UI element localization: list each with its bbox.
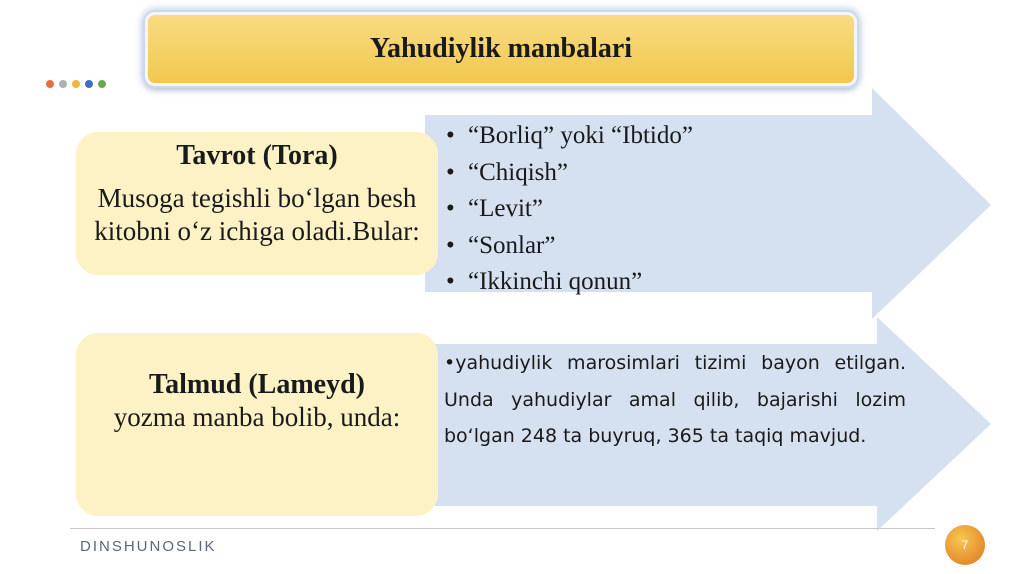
talmud-heading: Talmud (Lameyd): [148, 369, 365, 400]
dot-5: [98, 80, 106, 88]
list-item: • “Ikkinchi qonun”: [446, 268, 643, 295]
tavrot-description: Musoga tegishli bo‘lgan besh kitobni o‘z ichiga oladi.Bular:: [94, 183, 420, 246]
dot-2: [59, 80, 67, 88]
decorative-dots: [46, 80, 106, 88]
list-item: • “Borliq” yoki “Ibtido”: [446, 122, 693, 149]
page-number-badge: 7: [945, 525, 985, 565]
list-item: • “Chiqish”: [446, 158, 568, 186]
tavrot-box: [76, 132, 438, 275]
dot-4: [85, 80, 93, 88]
talmud-box: [76, 333, 438, 516]
talmud-paragraph: •yahudiylik marosimlari tizimi bayon etilgan. Unda yahudiylar amal qilib, bajarishi lozim bo‘lgan 248 ta buyruq, 365 ta taqiq mavjud.: [444, 352, 906, 447]
talmud-description: yozma manba bolib, unda:: [113, 402, 401, 432]
tavrot-books-list: [446, 118, 693, 301]
dot-3: [72, 80, 80, 88]
list-item: • “Levit”: [446, 195, 543, 222]
slide-title: Yahudiylik manbalari: [145, 12, 857, 86]
dot-1: [46, 80, 54, 88]
footer-label: DINSHUNOSLIK: [80, 538, 217, 555]
tavrot-heading: Tavrot (Tora): [176, 140, 338, 171]
footer-divider: [70, 528, 935, 529]
list-item: • “Sonlar”: [446, 231, 556, 259]
